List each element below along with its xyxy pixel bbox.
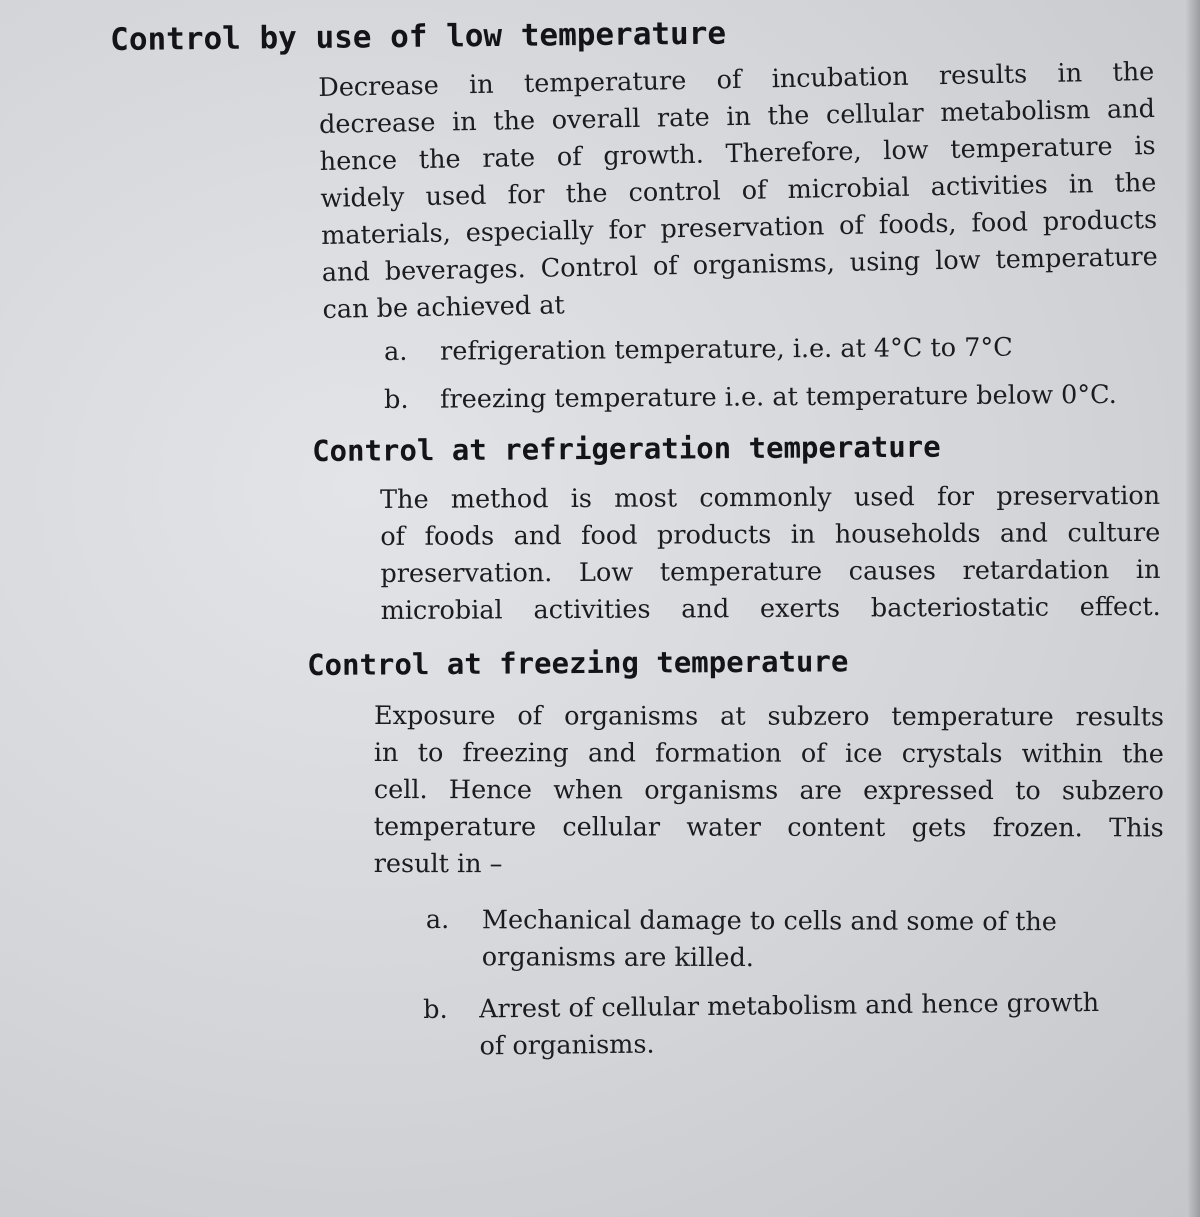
list-item-line: organisms are killed.: [481, 942, 754, 974]
section-heading-low-temperature: Control by use of low temperature: [110, 15, 727, 58]
paragraph-line: cell. Hence when organisms are expressed to subzero: [373, 774, 1164, 807]
list-item-freezing: [384, 377, 1117, 419]
list-marker: a.: [384, 336, 408, 367]
paragraph-freezing: [374, 698, 1164, 884]
paragraph-line: The method is most commonly used for preservation: [380, 480, 1161, 515]
list-item-refrigeration: [384, 330, 1013, 371]
paragraph-line: materials, especially for preservation of foods, food products: [320, 204, 1158, 251]
section-heading-refrigeration: Control at refrigeration temperature: [312, 429, 941, 468]
paragraph-refrigeration: [380, 478, 1161, 630]
list-marker: a.: [425, 905, 450, 936]
paragraph-line: Decrease in temperature of incubation results in the: [318, 56, 1155, 103]
list-item-line: of organisms.: [479, 1029, 655, 1062]
paragraph-line: hence the rate of growth. Therefore, low temperature is: [319, 130, 1156, 177]
paragraph-line: temperature cellular water content gets frozen. This: [373, 811, 1164, 844]
list-item-arrest-metabolism: [423, 985, 1100, 1066]
paragraph-line: decrease in the overall rate in the cellular metabolism and: [318, 93, 1156, 140]
list-item-line: Arrest of cellular metabolism and hence growth: [479, 987, 1100, 1025]
list-item-mechanical-damage: [426, 902, 1057, 978]
list-item-line: Mechanical damage to cells and some of the: [481, 905, 1057, 938]
list-item-text: refrigeration temperature, i.e. at 4°C to 7°C: [440, 332, 1013, 367]
list-item-text: freezing temperature i.e. at temperature below 0°C.: [440, 379, 1117, 415]
section-heading-freezing: Control at freezing temperature: [307, 644, 849, 682]
paragraph-line: Exposure of organisms at subzero temperature results: [373, 701, 1164, 733]
paragraph-line: in to freezing and formation of ice crystals within the: [373, 737, 1164, 770]
list-item-text: [482, 902, 1057, 978]
paragraph-line: microbial activities and exerts bacteriostatic effect.: [380, 591, 1161, 626]
paragraph-line: result in –: [373, 848, 503, 880]
paragraph-line: widely used for the control of microbial activities in the: [320, 167, 1157, 214]
paragraph-line: of foods and food products in households and culture: [380, 517, 1161, 552]
page-edge-shadow: [1186, 0, 1200, 1217]
list-item-text: [479, 985, 1100, 1065]
list-marker: b.: [423, 994, 448, 1025]
paragraph-low-temperature: [318, 54, 1159, 329]
paragraph-line: preservation. Low temperature causes retardation in: [380, 554, 1161, 589]
paragraph-line: can be achieved at: [322, 290, 565, 325]
list-marker: b.: [384, 384, 409, 415]
paragraph-line: and beverages. Control of organisms, using low temperature: [321, 241, 1159, 288]
